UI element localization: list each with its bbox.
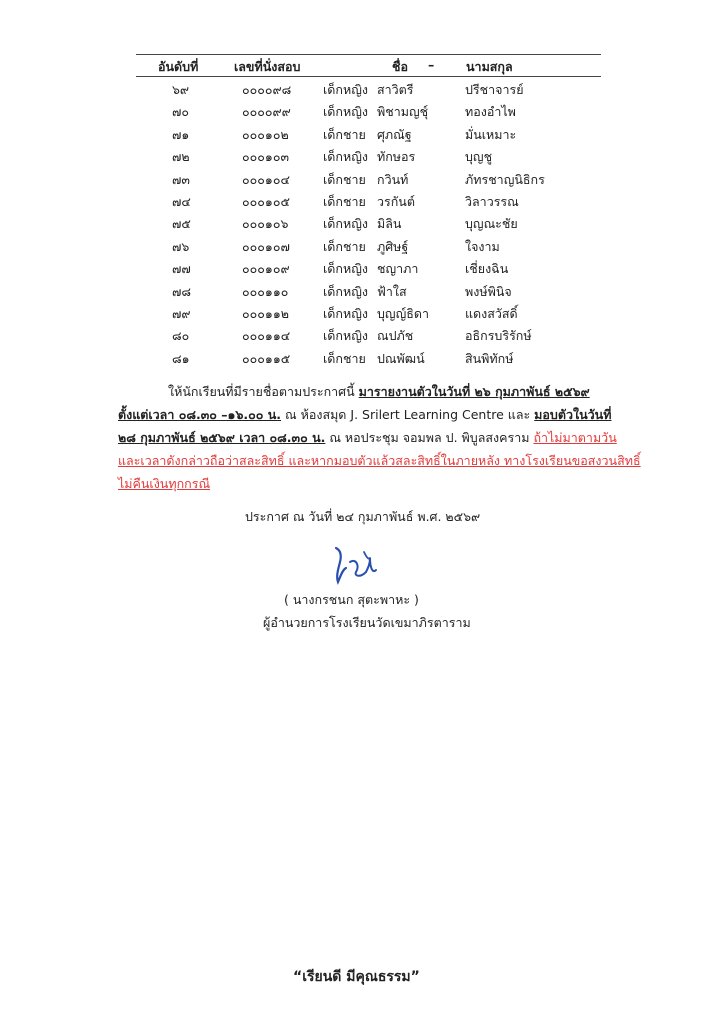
first-name-cell: ทักษอร — [377, 149, 416, 165]
rank-cell: ๘๑ — [172, 350, 190, 366]
surname-cell: แดงสวัสดิ์ — [465, 305, 518, 321]
first-name-cell: สาวิตรี — [377, 82, 414, 97]
header-seat-number: เลขที่นั่งสอบ — [234, 59, 301, 74]
table-row — [0, 239, 724, 261]
table-row — [0, 172, 724, 194]
notice-line-5 — [118, 472, 610, 495]
rank-cell: ๗๐ — [172, 104, 190, 120]
seat-number-cell: ๐๐๐๐๙๘ — [242, 82, 292, 97]
signer-position: ผู้อำนวยการโรงเรียนวัดเขมาภิรตาราม — [263, 615, 471, 630]
table-row — [0, 328, 724, 350]
announcement-date: ประกาศ ณ วันที่ ๒๔ กุมภาพันธ์ พ.ศ. ๒๕๖๙ — [245, 509, 481, 524]
notice-line-1 — [118, 380, 610, 403]
header-dash: – — [428, 57, 435, 72]
rank-cell: ๗๘ — [172, 283, 192, 299]
warning-text-1: ถ้าไม่มาตามวัน — [533, 430, 617, 445]
first-name-cell: ฟ้าใส — [377, 283, 407, 299]
title-cell: เด็กชาย — [323, 193, 366, 209]
table-row — [0, 306, 724, 328]
title-cell: เด็กชาย — [323, 350, 366, 366]
title-cell: เด็กหญิง — [323, 82, 368, 97]
table-row — [0, 261, 724, 283]
surname-cell: ปรีชาจารย์ — [465, 82, 524, 97]
notice-paragraph — [118, 380, 641, 495]
seat-number-cell: ๐๐๐๑๐๓ — [242, 149, 289, 165]
title-cell: เด็กชาย — [323, 171, 366, 187]
notice-line-4 — [118, 449, 641, 472]
rank-cell: ๘๐ — [172, 328, 190, 344]
title-cell: เด็กหญิง — [323, 104, 368, 120]
enroll-date-label: มอบตัวในวันที่ — [534, 407, 612, 422]
warning-text-3: ไม่คืนเงินทุกกรณี — [118, 476, 211, 491]
table-header-rule — [136, 76, 601, 77]
surname-cell: บุญณะชัย — [465, 216, 518, 232]
seat-number-cell: ๐๐๐๑๐๔ — [242, 171, 290, 187]
title-cell: เด็กหญิง — [323, 305, 368, 321]
title-cell: เด็กชาย — [323, 238, 366, 254]
warning-text-2: และเวลาดังกล่าวถือว่าสละสิทธิ์ และหากมอบตัวแล้วสละสิทธิ์ในภายหลัง ทางโรงเรียนขอสงวนสิทธิ์ — [118, 453, 641, 468]
first-name-cell: กวินท์ — [377, 171, 409, 187]
title-cell: เด็กหญิง — [323, 328, 368, 344]
table-top-rule — [136, 54, 601, 55]
surname-cell: สินพิทักษ์ — [465, 350, 514, 366]
rank-cell: ๗๓ — [172, 171, 190, 187]
table-row — [0, 127, 724, 149]
surname-cell: ทองอำไพ — [465, 104, 516, 120]
seat-number-cell: ๐๐๐๑๑๒ — [242, 305, 289, 321]
first-name-cell: บุญญ์ธิดา — [377, 305, 430, 321]
seat-number-cell: ๐๐๐๑๐๙ — [242, 261, 290, 277]
enroll-location-text: ณ หอประชุม จอมพล ป. พิบูลสงคราม — [325, 430, 534, 445]
notice-line-3 — [118, 426, 617, 449]
table-row — [0, 194, 724, 216]
notice-text: ให้นักเรียนที่มีรายชื่อตามประกาศนี้ — [168, 384, 359, 399]
handwritten-signature — [326, 540, 386, 588]
first-name-cell: พิชามญชุ์ — [377, 104, 429, 120]
surname-cell: เชี่ยงฉิน — [465, 261, 509, 277]
seat-number-cell: ๐๐๐๐๙๙ — [242, 104, 291, 120]
table-row — [0, 82, 724, 104]
surname-cell: อธิกรบริรักษ์ — [465, 328, 532, 344]
signer-name: ( นางกรชนก สุตะพาหะ ) — [284, 592, 419, 607]
rank-cell: ๗๖ — [172, 238, 190, 254]
table-row — [0, 104, 724, 126]
first-name-cell: ณปภัช — [377, 328, 414, 344]
student-table — [0, 82, 724, 373]
first-name-cell: ภูศิษฐ์ — [377, 238, 409, 254]
rank-cell: ๗๙ — [172, 305, 191, 321]
table-row — [0, 216, 724, 238]
title-cell: เด็กหญิง — [323, 149, 368, 165]
first-name-cell: ศุภณัฐ — [377, 126, 412, 142]
rank-cell: ๗๑ — [172, 126, 190, 142]
seat-number-cell: ๐๐๐๑๐๒ — [242, 126, 289, 142]
rank-cell: ๗๔ — [172, 193, 191, 209]
school-motto: “เรียนดี มีคุณธรรม” — [293, 969, 420, 985]
notice-location-text: ณ ห้องสมุด J. Srilert Learning Centre และ — [281, 407, 535, 422]
header-rank: อันดับที่ — [158, 59, 199, 74]
report-date-text: มารายงานตัวในวันที่ ๒๖ กุมภาพันธ์ ๒๕๖๙ — [358, 384, 590, 399]
first-name-cell: มิลิน — [377, 216, 402, 232]
header-surname: นามสกุล — [466, 59, 513, 74]
seat-number-cell: ๐๐๐๑๑๐ — [242, 283, 289, 299]
rank-cell: ๖๙ — [172, 82, 190, 97]
notice-line-2 — [118, 403, 610, 426]
seat-number-cell: ๐๐๐๑๑๔ — [242, 328, 291, 344]
rank-cell: ๗๕ — [172, 216, 191, 232]
title-cell: เด็กหญิง — [323, 283, 368, 299]
surname-cell: ใจงาม — [465, 238, 500, 254]
rank-cell: ๗๗ — [172, 261, 191, 277]
table-row — [0, 351, 724, 373]
report-time-text: ตั้งแต่เวลา ๐๘.๓๐ –๑๖.๐๐ น. — [118, 407, 282, 422]
first-name-cell: ชญาภา — [377, 261, 419, 277]
seat-number-cell: ๐๐๐๑๑๕ — [242, 350, 291, 366]
surname-cell: ภัทรชาญนิธิกร — [465, 171, 545, 187]
surname-cell: มั่นเหมาะ — [465, 126, 517, 142]
first-name-cell: วรกันต์ — [377, 193, 415, 209]
surname-cell: วิลาวรรณ — [465, 193, 519, 209]
title-cell: เด็กหญิง — [323, 261, 368, 277]
header-name: ชื่อ — [392, 59, 408, 74]
table-row — [0, 284, 724, 306]
surname-cell: พงษ์พินิจ — [465, 283, 512, 299]
seat-number-cell: ๐๐๐๑๐๗ — [242, 238, 290, 254]
first-name-cell: ปณพัฒน์ — [377, 350, 425, 366]
title-cell: เด็กหญิง — [323, 216, 368, 232]
title-cell: เด็กชาย — [323, 126, 366, 142]
table-row — [0, 149, 724, 171]
surname-cell: บุญชู — [465, 149, 493, 165]
enroll-date-text: ๒๘ กุมภาพันธ์ ๒๕๖๙ เวลา ๐๘.๓๐ น. — [118, 430, 326, 445]
seat-number-cell: ๐๐๐๑๐๕ — [242, 193, 290, 209]
rank-cell: ๗๒ — [172, 149, 190, 165]
seat-number-cell: ๐๐๐๑๐๖ — [242, 216, 289, 232]
